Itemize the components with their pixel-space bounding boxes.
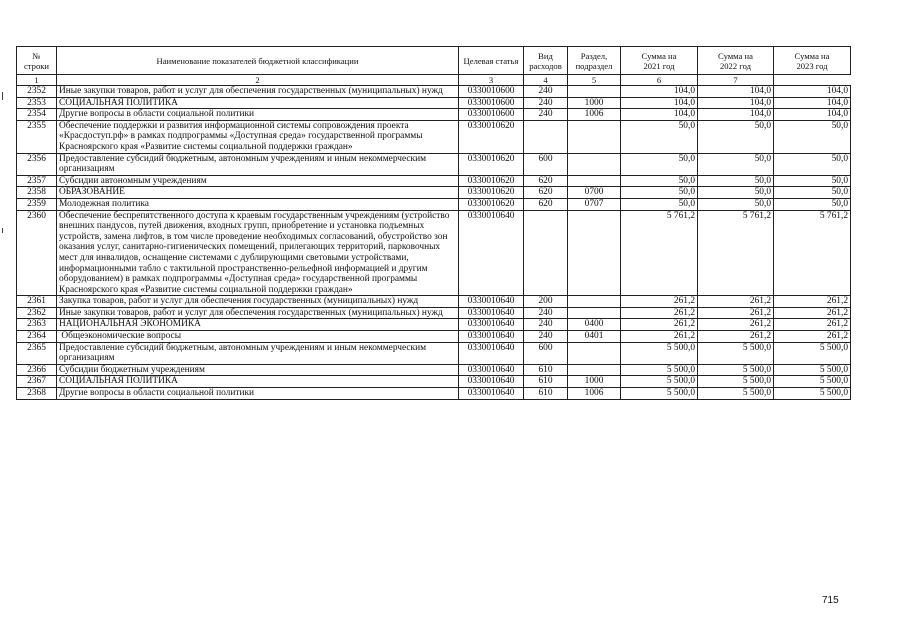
indicator-name: Субсидии бюджетным учреждениям [57, 364, 459, 376]
sum-2021: 50,0 [621, 175, 698, 187]
column-number: 5 [568, 75, 621, 86]
target-article: 0330010640 [459, 376, 524, 388]
column-number: 4 [524, 75, 568, 86]
table-header-row [17, 47, 851, 75]
column-number: 6 [621, 75, 698, 86]
sum-2022: 261,2 [698, 296, 774, 308]
row-number: 2358 [17, 187, 57, 199]
section-code: 0707 [568, 198, 621, 210]
sum-2023: 104,0 [774, 109, 851, 121]
sum-2023: 261,2 [774, 307, 851, 319]
table-row [17, 120, 851, 153]
indicator-name: Другие вопросы в области социальной политики [57, 109, 459, 121]
sum-2022: 50,0 [698, 187, 774, 199]
row-number: 2364 [17, 331, 57, 343]
header-row-number: № строки [17, 47, 57, 75]
column-number: 3 [459, 75, 524, 86]
budget-table [16, 46, 851, 400]
header-name: Наименование показателей бюджетной классификации [57, 47, 459, 75]
target-article: 0330010640 [459, 342, 524, 364]
column-number: 1 [17, 75, 57, 86]
header-target-article: Целевая статья [459, 47, 524, 75]
expense-kind: 240 [524, 109, 568, 121]
row-number: 2352 [17, 86, 57, 98]
indicator-name: СОЦИАЛЬНАЯ ПОЛИТИКА [57, 376, 459, 388]
table-row [17, 187, 851, 199]
section-code: 1006 [568, 388, 621, 400]
table-body [17, 86, 851, 400]
table-row [17, 331, 851, 343]
expense-kind: 620 [524, 198, 568, 210]
indicator-name: Предоставление субсидий бюджетным, автономным учреждениям и иным некоммерческим организациям [57, 342, 459, 364]
sum-2023: 104,0 [774, 86, 851, 98]
sum-2021: 5 500,0 [621, 342, 698, 364]
indicator-name: Предоставление субсидий бюджетным, автономным учреждениям и иным некоммерческим организациям [57, 153, 459, 175]
sum-2022: 104,0 [698, 86, 774, 98]
table-row [17, 388, 851, 400]
table-row [17, 175, 851, 187]
indicator-name: Субсидии автономным учреждениям [57, 175, 459, 187]
sum-2021: 50,0 [621, 120, 698, 153]
table-row [17, 210, 851, 296]
row-number: 2353 [17, 97, 57, 109]
sum-2023: 261,2 [774, 331, 851, 343]
indicator-name: СОЦИАЛЬНАЯ ПОЛИТИКА [57, 97, 459, 109]
indicator-name: Обеспечение поддержки и развития информационной системы сопровождения проекта «Красдоступ.рф» в рамках подпрограммы «Доступная среда» государственной программы Красноярского края «Развитие системы социальной поддержки граждан» [57, 120, 459, 153]
sum-2023: 5 500,0 [774, 342, 851, 364]
header-sum-2021: Сумма на 2021 год [621, 47, 698, 75]
row-number: 2365 [17, 342, 57, 364]
target-article: 0330010640 [459, 307, 524, 319]
column-number-row [17, 75, 851, 86]
section-code [568, 153, 621, 175]
row-number: 2362 [17, 307, 57, 319]
expense-kind: 600 [524, 342, 568, 364]
target-article: 0330010640 [459, 388, 524, 400]
column-number: 7 [698, 75, 774, 86]
table-row [17, 296, 851, 308]
sum-2022: 50,0 [698, 175, 774, 187]
column-number: 2 [57, 75, 459, 86]
margin-mark [2, 228, 3, 233]
section-code: 1006 [568, 109, 621, 121]
sum-2023: 50,0 [774, 198, 851, 210]
target-article: 0330010600 [459, 86, 524, 98]
sum-2021: 5 500,0 [621, 376, 698, 388]
expense-kind: 240 [524, 319, 568, 331]
sum-2021: 261,2 [621, 296, 698, 308]
expense-kind: 240 [524, 331, 568, 343]
indicator-name: НАЦИОНАЛЬНАЯ ЭКОНОМИКА [57, 319, 459, 331]
sum-2021: 104,0 [621, 86, 698, 98]
section-code [568, 342, 621, 364]
sum-2023: 5 500,0 [774, 388, 851, 400]
sum-2023: 5 500,0 [774, 376, 851, 388]
sum-2023: 5 761,2 [774, 210, 851, 296]
indicator-name: Обеспечение беспрепятственного доступа к краевым государственным учреждениям (устройство внешних пандусов, путей движения, входных групп, приобретение и установка подъемных устройств, замена лифтов, в том числе проведение необходимых согласований, обустройство зон оказания услуг, санитарно-гигиенических помещений, прилегающих территорий, парковочных мест для инвалидов, оснащение системами с дублирующими световыми устройствами, информационными табло с тактильной пространственно-рельефной информацией и другим оборудованием) в рамках подпрограммы «Доступная среда» государственной программы Красноярского края «Развитие системы социальной поддержки граждан» [57, 210, 459, 296]
table-row [17, 153, 851, 175]
target-article: 0330010620 [459, 120, 524, 153]
section-code: 1000 [568, 97, 621, 109]
expense-kind: 620 [524, 187, 568, 199]
indicator-name: Иные закупки товаров, работ и услуг для обеспечения государственных (муниципальных) нужд [57, 86, 459, 98]
header-expense-kind: Вид расходов [524, 47, 568, 75]
expense-kind [524, 210, 568, 296]
table-row [17, 198, 851, 210]
sum-2022: 50,0 [698, 198, 774, 210]
table-row [17, 342, 851, 364]
sum-2022: 104,0 [698, 109, 774, 121]
expense-kind: 240 [524, 86, 568, 98]
section-code: 0700 [568, 187, 621, 199]
target-article: 0330010640 [459, 210, 524, 296]
sum-2023: 261,2 [774, 296, 851, 308]
row-number: 2368 [17, 388, 57, 400]
expense-kind: 610 [524, 376, 568, 388]
row-number: 2361 [17, 296, 57, 308]
table-row [17, 109, 851, 121]
sum-2021: 261,2 [621, 331, 698, 343]
sum-2022: 5 500,0 [698, 364, 774, 376]
expense-kind: 610 [524, 388, 568, 400]
sum-2022: 261,2 [698, 331, 774, 343]
target-article: 0330010600 [459, 109, 524, 121]
table-row [17, 307, 851, 319]
sum-2021: 50,0 [621, 153, 698, 175]
indicator-name: Закупка товаров, работ и услуг для обеспечения государственных (муниципальных) нужд [57, 296, 459, 308]
sum-2023: 50,0 [774, 153, 851, 175]
header-sum-2022: Сумма на 2022 год [698, 47, 774, 75]
section-code [568, 120, 621, 153]
section-code [568, 210, 621, 296]
expense-kind: 200 [524, 296, 568, 308]
page-number: 715 [822, 595, 839, 606]
sum-2021: 261,2 [621, 319, 698, 331]
table-row [17, 86, 851, 98]
row-number: 2359 [17, 198, 57, 210]
row-number: 2367 [17, 376, 57, 388]
sum-2021: 50,0 [621, 198, 698, 210]
sum-2023: 50,0 [774, 187, 851, 199]
target-article: 0330010620 [459, 187, 524, 199]
indicator-name: ОБРАЗОВАНИЕ [57, 187, 459, 199]
sum-2022: 5 761,2 [698, 210, 774, 296]
sum-2021: 5 500,0 [621, 388, 698, 400]
target-article: 0330010620 [459, 198, 524, 210]
sum-2021: 104,0 [621, 97, 698, 109]
target-article: 0330010620 [459, 153, 524, 175]
sum-2022: 261,2 [698, 319, 774, 331]
sum-2023: 50,0 [774, 120, 851, 153]
sum-2021: 104,0 [621, 109, 698, 121]
sum-2021: 261,2 [621, 307, 698, 319]
sum-2023: 104,0 [774, 97, 851, 109]
sum-2023: 5 500,0 [774, 364, 851, 376]
section-code [568, 364, 621, 376]
target-article: 0330010640 [459, 319, 524, 331]
header-section: Раздел, подраздел [568, 47, 621, 75]
section-code [568, 175, 621, 187]
expense-kind: 610 [524, 364, 568, 376]
sum-2022: 50,0 [698, 153, 774, 175]
sum-2023: 50,0 [774, 175, 851, 187]
section-code [568, 307, 621, 319]
target-article: 0330010620 [459, 175, 524, 187]
table-row [17, 364, 851, 376]
section-code [568, 86, 621, 98]
sum-2022: 5 500,0 [698, 388, 774, 400]
row-number: 2354 [17, 109, 57, 121]
sum-2021: 5 761,2 [621, 210, 698, 296]
sum-2023: 261,2 [774, 319, 851, 331]
target-article: 0330010600 [459, 97, 524, 109]
target-article: 0330010640 [459, 296, 524, 308]
target-article: 0330010640 [459, 364, 524, 376]
expense-kind: 600 [524, 153, 568, 175]
section-code [568, 296, 621, 308]
expense-kind [524, 120, 568, 153]
indicator-name: Общеэкономические вопросы [57, 331, 459, 343]
table-row [17, 97, 851, 109]
section-code: 0400 [568, 319, 621, 331]
table-row [17, 376, 851, 388]
indicator-name: Другие вопросы в области социальной политики [57, 388, 459, 400]
row-number: 2360 [17, 210, 57, 296]
indicator-name: Иные закупки товаров, работ и услуг для обеспечения государственных (муниципальных) нужд [57, 307, 459, 319]
margin-mark [2, 92, 3, 100]
target-article: 0330010640 [459, 331, 524, 343]
row-number: 2356 [17, 153, 57, 175]
expense-kind: 240 [524, 97, 568, 109]
header-sum-2023: Сумма на 2023 год [774, 47, 851, 75]
section-code: 1000 [568, 376, 621, 388]
row-number: 2366 [17, 364, 57, 376]
sum-2022: 5 500,0 [698, 342, 774, 364]
indicator-name: Молодежная политика [57, 198, 459, 210]
sum-2022: 5 500,0 [698, 376, 774, 388]
row-number: 2357 [17, 175, 57, 187]
sum-2021: 5 500,0 [621, 364, 698, 376]
sum-2022: 261,2 [698, 307, 774, 319]
row-number: 2355 [17, 120, 57, 153]
table-row [17, 319, 851, 331]
expense-kind: 240 [524, 307, 568, 319]
row-number: 2363 [17, 319, 57, 331]
sum-2022: 104,0 [698, 97, 774, 109]
expense-kind: 620 [524, 175, 568, 187]
section-code: 0401 [568, 331, 621, 343]
sum-2021: 50,0 [621, 187, 698, 199]
sum-2022: 50,0 [698, 120, 774, 153]
